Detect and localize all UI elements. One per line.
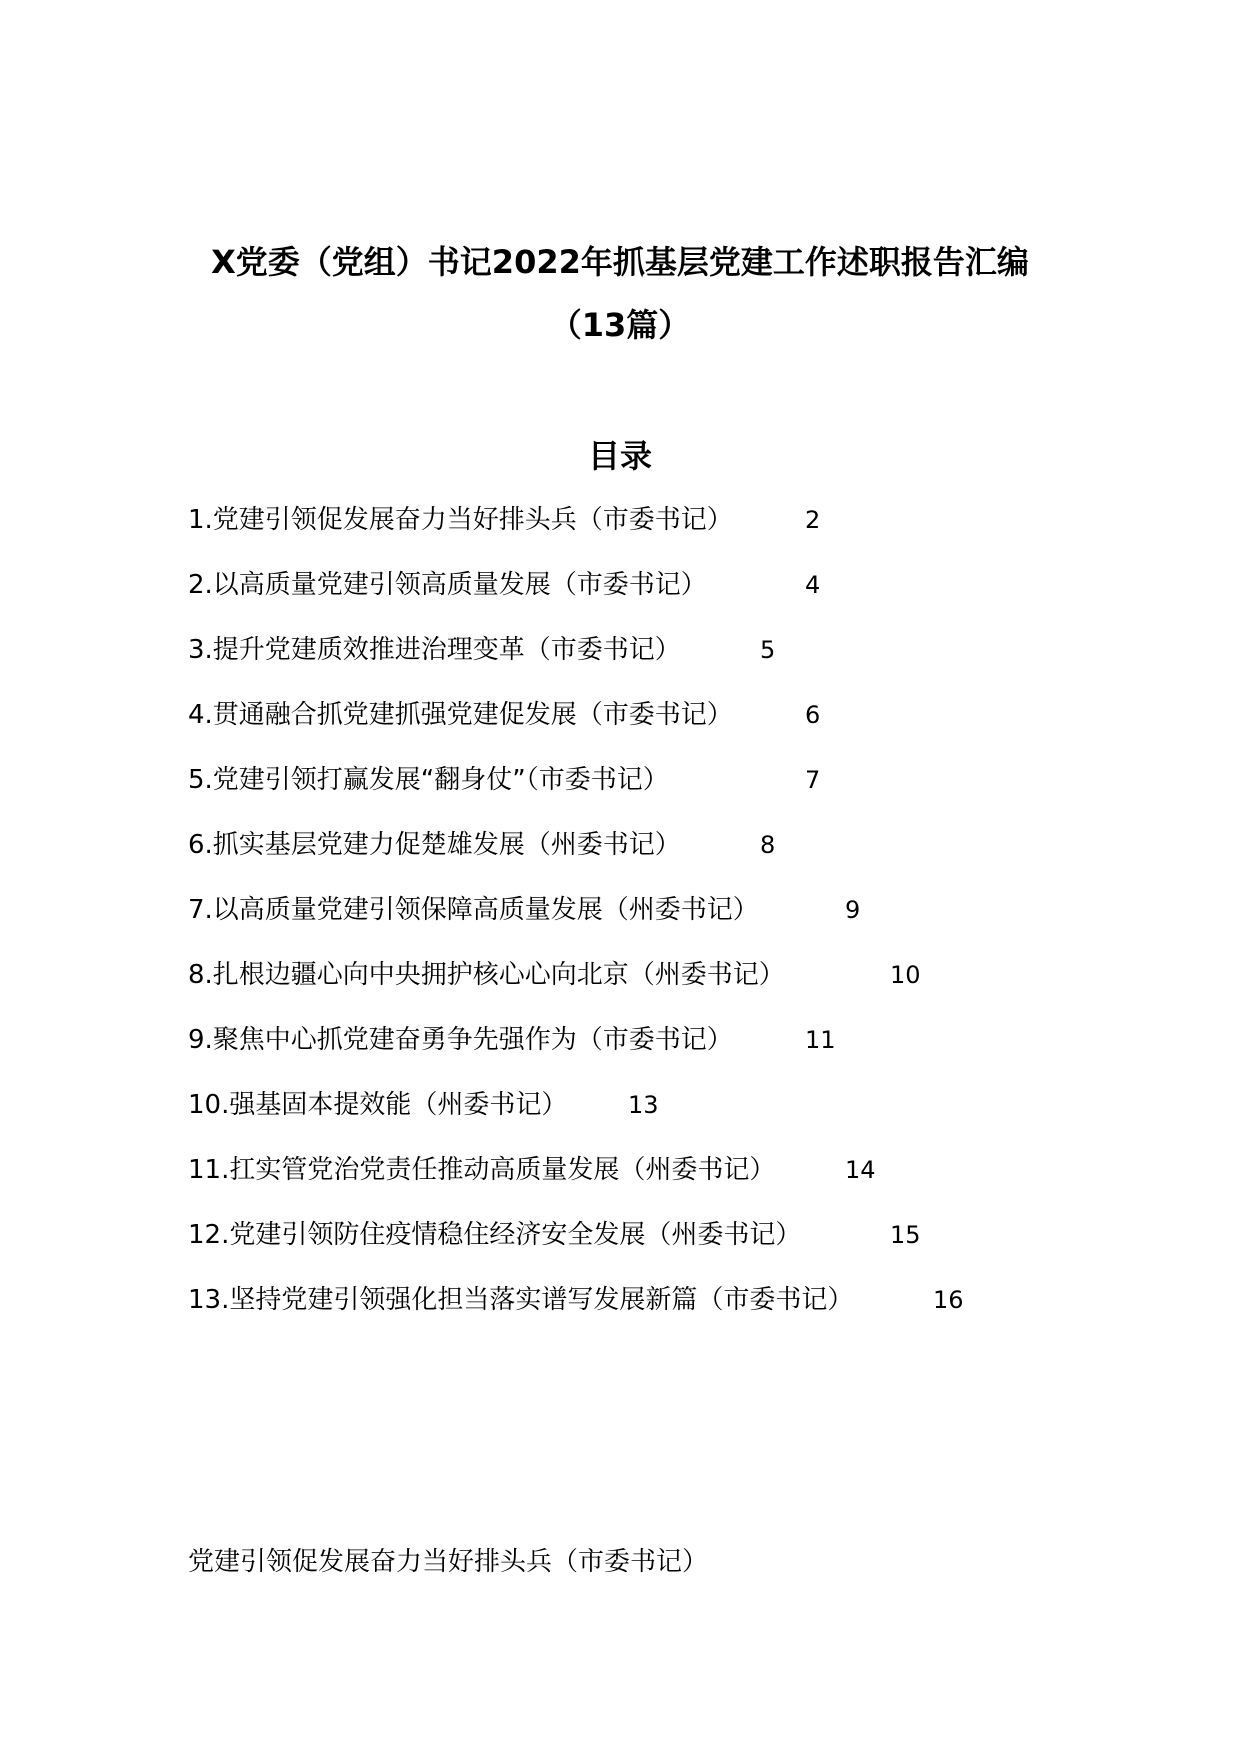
toc-item-page: 7 [805,766,821,794]
toc-item-page: 13 [628,1091,659,1119]
toc-item[interactable] [188,955,921,995]
toc-item[interactable] [188,1150,876,1190]
toc-item-page: 6 [805,701,821,729]
toc-item-page: 14 [845,1156,876,1184]
toc-item-title: 3.提升党建质效推进治理变革（市委书记） [188,635,681,665]
section-title: 党建引领促发展奋力当好排头兵（市委书记） [188,1547,709,1577]
toc-item[interactable] [188,565,821,605]
toc-item-title: 4.贯通融合抓党建抓强党建促发展（市委书记） [188,700,733,730]
toc-item-title: 2.以高质量党建引领高质量发展（市委书记） [188,570,707,600]
document-title: X党委（党组）书记2022年抓基层党建工作述职报告汇编 [211,243,1029,281]
toc-item-title: 7.以高质量党建引领保障高质量发展（州委书记） [188,895,759,925]
toc-item-page: 8 [760,831,776,859]
toc-item-title: 8.扎根边疆心向中央拥护核心心向北京（州委书记） [188,960,785,990]
toc-item-title: 11.扛实管党治党责任推动高质量发展（州委书记） [188,1155,776,1185]
toc-item-page: 11 [805,1026,836,1054]
toc-item-title: 1.党建引领促发展奋力当好排头兵（市委书记） [188,505,733,535]
toc-item[interactable] [188,1215,921,1255]
toc-item[interactable] [188,1085,659,1125]
toc-item[interactable] [188,890,861,930]
toc-heading: 目录 [587,437,652,475]
toc-item-title: 13.坚持党建引领强化担当落实谱写发展新篇（市委书记） [188,1285,854,1315]
toc-item-page: 16 [933,1286,964,1314]
document-subtitle-count: （13篇） [549,306,691,344]
toc-item-page: 5 [760,636,776,664]
toc-item-title: 5.党建引领打赢发展“翻身仗”（市委书记） [188,765,669,795]
toc-item-page: 4 [805,571,821,599]
toc-item-page: 2 [805,506,821,534]
toc-item[interactable] [188,760,821,800]
toc-item[interactable] [188,695,821,735]
toc-item-title: 9.聚焦中心抓党建奋勇争先强作为（市委书记） [188,1025,733,1055]
toc-item-page: 9 [845,896,861,924]
toc-item-title: 6.抓实基层党建力促楚雄发展（州委书记） [188,830,681,860]
toc-item-title: 10.强基固本提效能（州委书记） [188,1090,568,1120]
toc-item[interactable] [188,1280,964,1320]
toc-item[interactable] [188,1020,836,1060]
toc-item-page: 10 [890,961,921,989]
toc-item-page: 15 [890,1221,921,1249]
toc-item[interactable] [188,825,776,865]
toc-item[interactable] [188,630,776,670]
toc-item[interactable] [188,500,821,540]
toc-item-title: 12.党建引领防住疫情稳住经济安全发展（州委书记） [188,1220,802,1250]
